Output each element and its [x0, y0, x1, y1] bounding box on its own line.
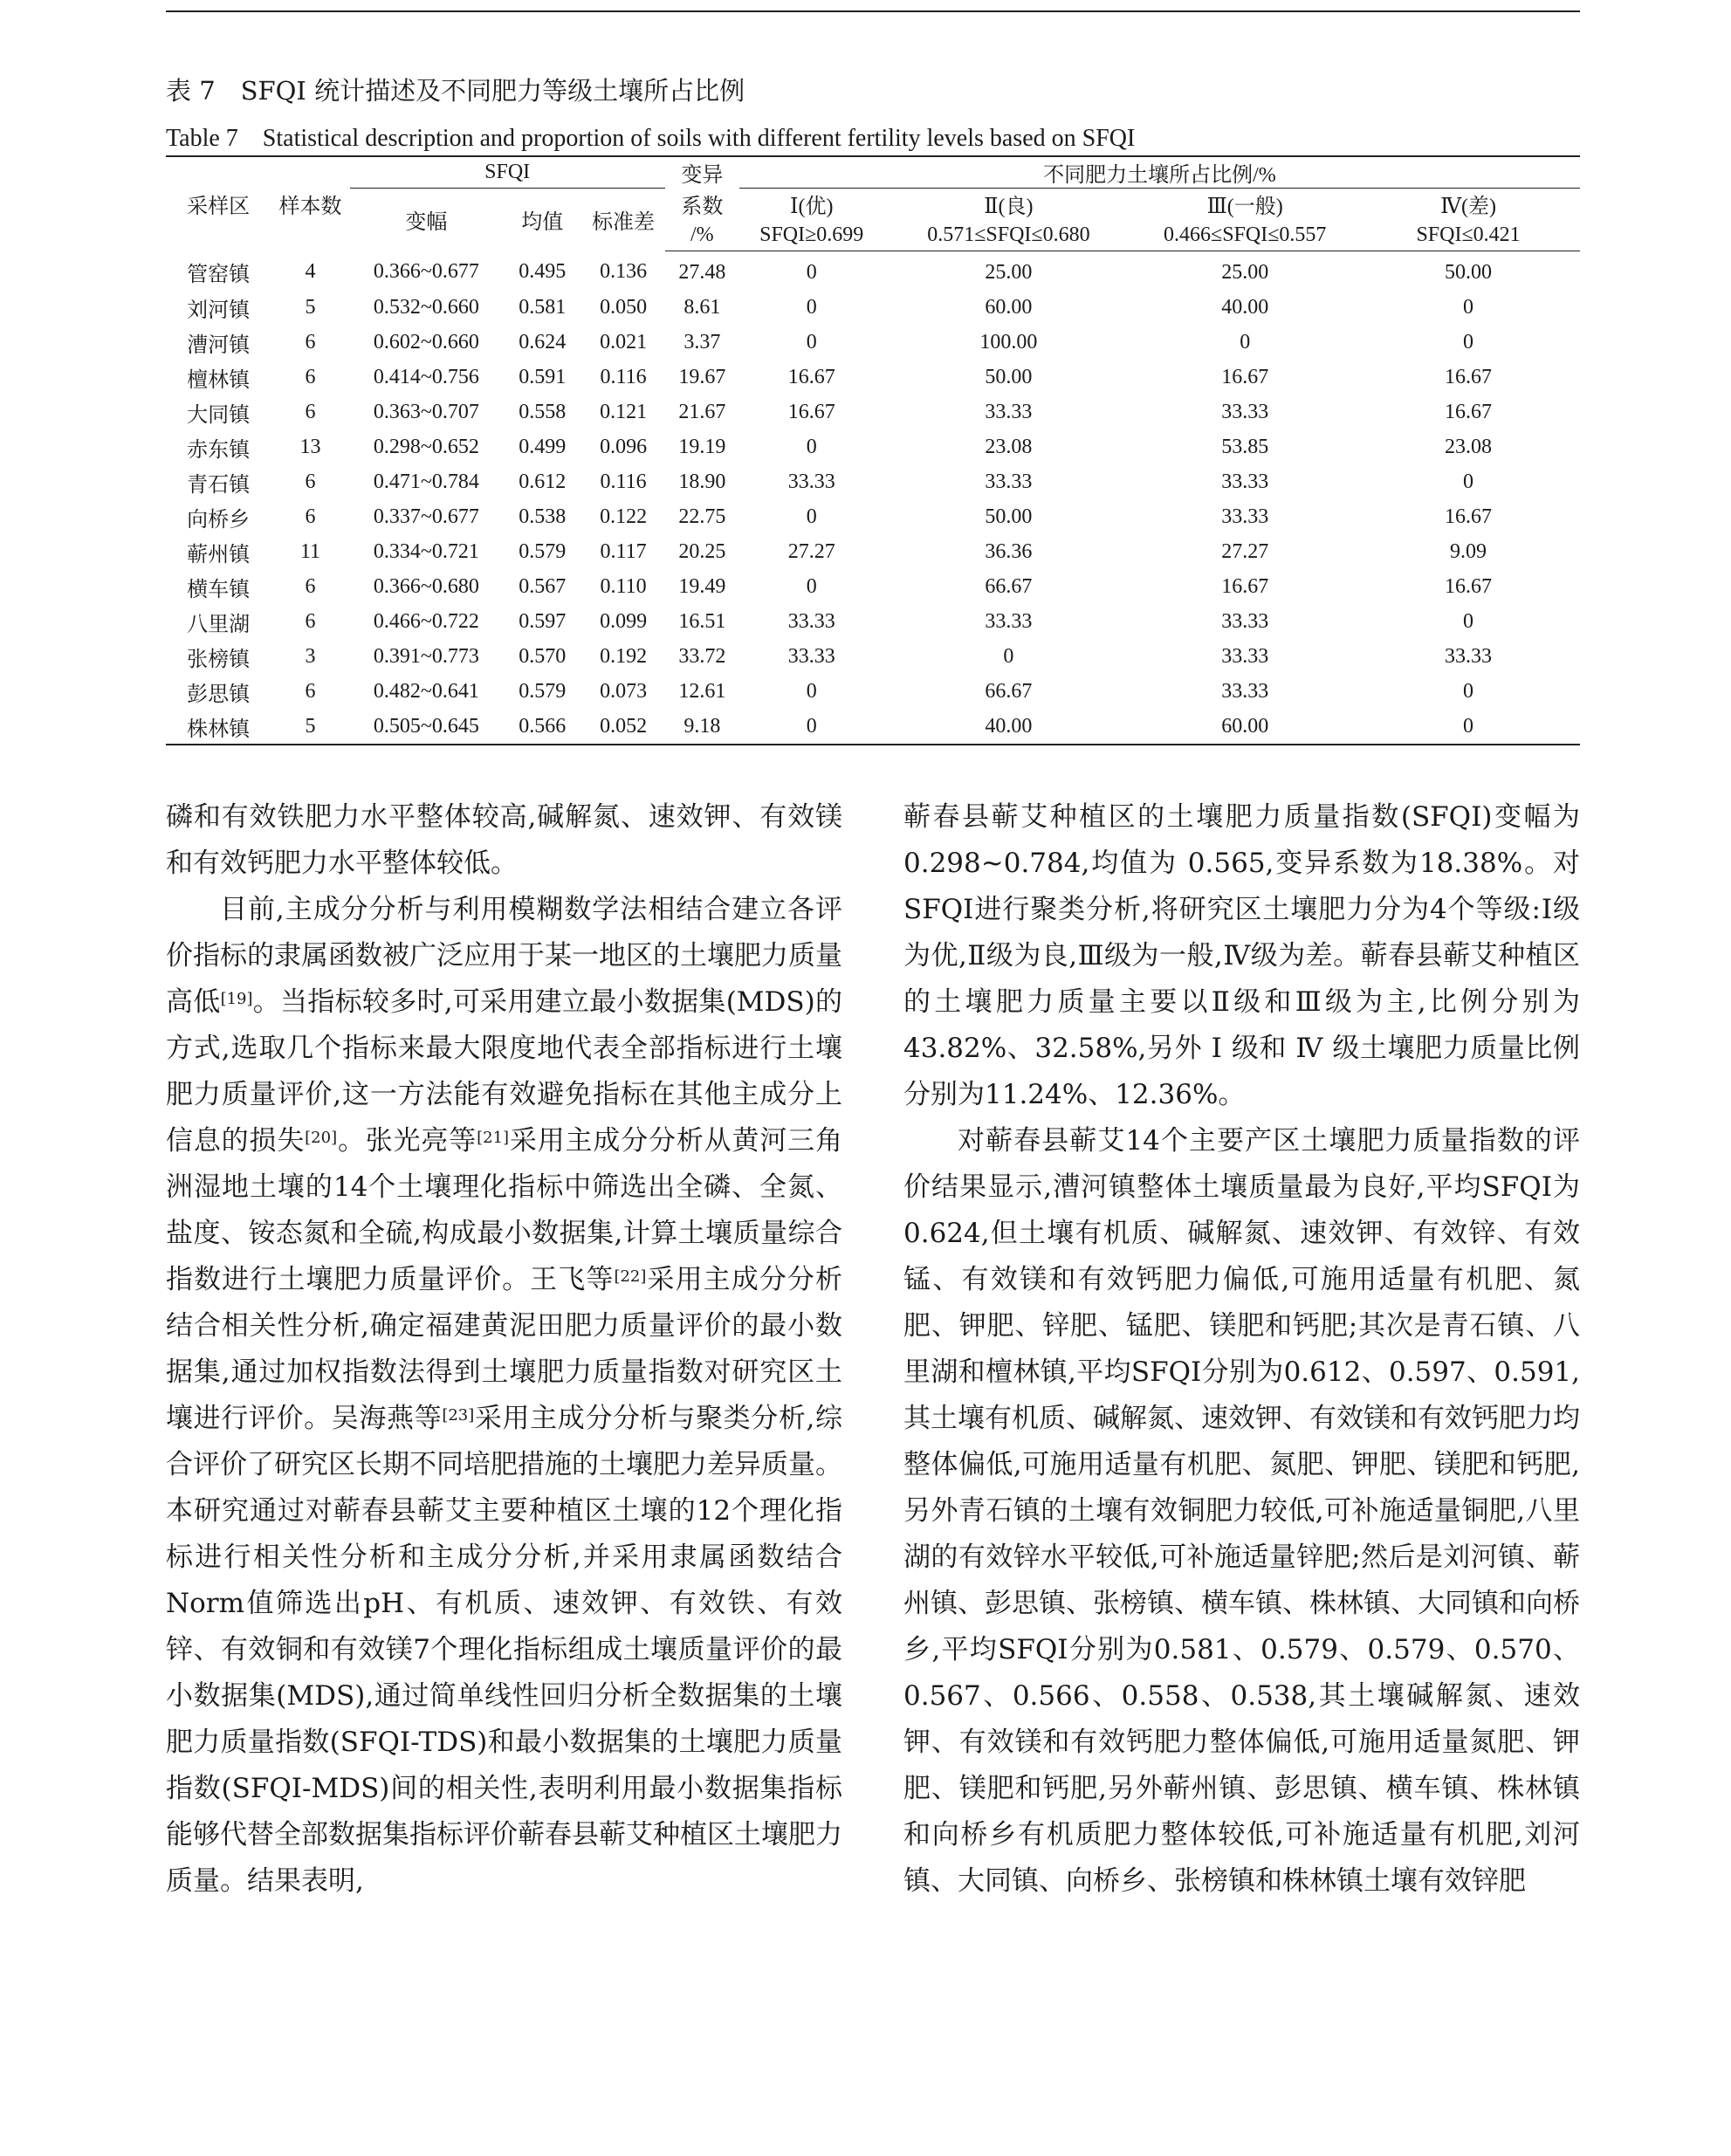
table-cell: 0.363~0.707 — [373, 400, 479, 423]
table-cell: 0 — [1003, 644, 1014, 668]
table-cell: 向桥乡 — [187, 508, 251, 532]
table-cell: 23.08 — [1445, 435, 1493, 458]
table-cell: 0.414~0.756 — [373, 365, 479, 388]
table-cell: 0.116 — [600, 365, 647, 388]
table-cell: 0.298~0.652 — [373, 435, 479, 458]
table-cell: 27.48 — [678, 260, 726, 284]
header-level-1-range: SFQI≥0.699 — [739, 219, 884, 251]
table-cell: 33.33 — [1221, 609, 1269, 633]
table-cell: 0.050 — [600, 295, 648, 319]
header-level-2: Ⅱ(良) — [984, 196, 1034, 218]
table-cell: 0 — [1357, 709, 1580, 745]
right-text-column — [903, 794, 1580, 1905]
table-row — [166, 709, 1580, 745]
table-cell: 33.33 — [1221, 644, 1269, 668]
table-row — [166, 251, 1580, 291]
table-cell: 19.49 — [678, 574, 726, 598]
table-cell: 0.366~0.680 — [373, 574, 479, 598]
table-cell: 0.612 — [519, 470, 567, 493]
table-cell: 彭思镇 — [187, 683, 251, 706]
table-cell: 0.597 — [519, 609, 567, 633]
paragraph: 对蕲春县蕲艾14个主要产区土壤肥力质量指数的评价结果显示,漕河镇整体土壤质量最为良好,平均SFQI为0.624,但土壤有机质、碱解氮、速效钾、有效锌、有效锰、有效镁和有效钙肥力偏低,可施用适量有机肥、氮肥、钾肥、锌肥、锰肥、镁肥和钙肥;其次是青石镇、八里湖和檀林镇,平均SFQI分别为0.612、0.597、0.591,其土壤有机质、碱解氮、速效钾、有效镁和有效钙肥力均整体偏低,可施用适量有机肥、氮肥、钾肥、镁肥和钙肥,另外青石镇的土壤有效铜肥力较低,可补施适量铜肥,八里湖的有效锌水平较低,可补施适量锌肥;然后是刘河镇、蕲州镇、彭思镇、张榜镇、横车镇、株林镇、大同镇和向桥乡,平均SFQI分别为0.581、0.579、0.579、0.570、0.567、0.566、0.558、0.538,其土壤碱解氮、速效钾、有效镁和有效钙肥力整体偏低,可施用适量氮肥、钾肥、镁肥和钙肥,另外蕲州镇、彭思镇、横车镇、株林镇和向桥乡有机质肥力整体较低,可补施适量有机肥,刘河镇、大同镇、向桥乡、张榜镇和株林镇土壤有效锌肥 — [903, 1125, 1580, 1897]
table-cell: 16.67 — [1445, 400, 1493, 423]
header-level-2-range: 0.571≤SFQI≤0.680 — [883, 219, 1133, 251]
table-row — [166, 569, 1580, 604]
citation: [21] — [477, 1129, 510, 1147]
header-mean: 均值 — [521, 211, 564, 235]
table-cell: 0 — [1463, 679, 1474, 703]
table-cell: 9.18 — [665, 709, 739, 745]
table-cell: 100.00 — [979, 330, 1038, 354]
table-cell: 60.00 — [985, 295, 1033, 319]
table-cell: 0 — [1463, 295, 1474, 319]
table-cell: 八里湖 — [187, 613, 251, 636]
table-cell: 53.85 — [1221, 435, 1269, 458]
header-sfqi: SFQI — [350, 156, 665, 189]
table-cell: 檀林镇 — [187, 368, 251, 392]
table-cell: 0.117 — [600, 539, 647, 563]
table-row — [166, 639, 1580, 674]
table-cell: 27.27 — [787, 539, 835, 563]
table-cell: 大同镇 — [187, 403, 251, 427]
table-cell: 0.602~0.660 — [373, 330, 479, 354]
citation: [23] — [442, 1406, 475, 1425]
table-cell: 0.505~0.645 — [350, 709, 504, 745]
table-cell: 66.67 — [985, 574, 1033, 598]
header-sd: 标准差 — [592, 211, 656, 235]
table-cell: 6 — [305, 330, 316, 354]
table-cell: 0.366~0.677 — [373, 260, 479, 284]
table-cell: 5 — [305, 295, 316, 319]
table-cell: 33.33 — [1221, 400, 1269, 423]
header-level-4-range: SFQI≤0.421 — [1357, 219, 1580, 251]
table-cell: 0.471~0.784 — [373, 470, 479, 493]
table-cell: 3.37 — [683, 330, 721, 354]
table-cell: 0 — [806, 679, 817, 703]
table-cell: 23.08 — [985, 435, 1033, 458]
table-row — [166, 290, 1580, 325]
table-cell: 16.51 — [678, 609, 726, 633]
table-cell: 22.75 — [678, 505, 726, 528]
citation: [20] — [305, 1129, 338, 1147]
table-row — [166, 395, 1580, 429]
table-cell: 0 — [806, 330, 817, 354]
header-cv-unit: /% — [665, 219, 739, 251]
table-cell: 0.099 — [600, 609, 648, 633]
table-row — [166, 604, 1580, 639]
table-cell: 0.558 — [519, 400, 567, 423]
table-row — [166, 674, 1580, 709]
table-cell: 60.00 — [1133, 709, 1357, 745]
table-cell: 0.122 — [600, 505, 648, 528]
header-level-4: Ⅳ(差) — [1440, 196, 1497, 218]
table-cell: 6 — [305, 609, 316, 633]
table-cell: 6 — [305, 505, 316, 528]
table-cell: 33.33 — [1221, 470, 1269, 493]
table-cell: 0 — [1240, 330, 1251, 354]
table-cell: 0.334~0.721 — [373, 539, 479, 563]
table-cell: 0.499 — [519, 435, 567, 458]
table-cell: 0 — [806, 295, 817, 319]
table-cell: 0 — [739, 709, 884, 745]
table-cell: 0 — [806, 435, 817, 458]
table-cell: 0.052 — [581, 709, 664, 745]
table-cell: 0.581 — [519, 295, 567, 319]
table-cell: 33.33 — [985, 609, 1033, 633]
table-cell: 33.33 — [1221, 679, 1269, 703]
table-cell: 0 — [806, 260, 817, 284]
table-cell: 0.021 — [600, 330, 648, 354]
header-cv-line2: 系数 — [681, 195, 724, 218]
table-caption-english: Table 7 Statistical description and proportion of soils with different fertility levels based on SFQI — [166, 125, 1136, 152]
header-cv-line1: 变异 — [665, 156, 739, 189]
table-cell: 66.67 — [985, 679, 1033, 703]
table-cell: 青石镇 — [187, 473, 251, 497]
table-cell: 50.00 — [1445, 260, 1493, 284]
table-cell: 漕河镇 — [187, 333, 251, 357]
table-cell: 16.67 — [1221, 365, 1269, 388]
sfqi-table — [166, 155, 1580, 745]
table-cell: 0.482~0.641 — [373, 679, 479, 703]
left-text-column — [166, 794, 842, 1905]
table-cell: 0 — [806, 574, 817, 598]
table-cell: 13 — [299, 435, 321, 458]
table-cell: 19.67 — [678, 365, 726, 388]
table-cell: 0.579 — [519, 679, 567, 703]
table-cell: 12.61 — [678, 679, 726, 703]
table-cell: 4 — [305, 260, 316, 284]
table-cell: 0.136 — [600, 260, 648, 284]
table-cell: 25.00 — [985, 260, 1033, 284]
table-cell: 横车镇 — [187, 578, 251, 601]
table-cell: 5 — [271, 709, 349, 745]
table-cell: 16.67 — [1221, 574, 1269, 598]
header-level-1: Ⅰ(优) — [789, 196, 834, 218]
table-cell: 0 — [1463, 330, 1474, 354]
table-cell: 21.67 — [678, 400, 726, 423]
table-cell: 0.567 — [519, 574, 567, 598]
paragraph: 磷和有效铁肥力水平整体较高,碱解氮、速效钾、有效镁和有效钙肥力水平整体较低。 — [166, 801, 842, 879]
table-cell: 0.495 — [519, 260, 567, 284]
table-cell: 9.09 — [1450, 539, 1487, 563]
table-cell: 11 — [299, 539, 321, 563]
table-cell: 50.00 — [985, 365, 1033, 388]
table-cell: 16.67 — [1445, 574, 1493, 598]
table-cell: 0.391~0.773 — [373, 644, 479, 668]
table-cell: 33.33 — [985, 470, 1033, 493]
table-cell: 40.00 — [1221, 295, 1269, 319]
table-cell: 0.073 — [600, 679, 648, 703]
table-caption-chinese: 表 7 SFQI 统计描述及不同肥力等级土壤所占比例 — [166, 76, 745, 106]
table-cell: 6 — [305, 365, 316, 388]
table-cell: 管窑镇 — [187, 264, 251, 287]
table-cell: 0 — [1463, 609, 1474, 633]
header-range: 变幅 — [405, 211, 448, 235]
table-cell: 0.192 — [600, 644, 648, 668]
table-cell: 0 — [1463, 470, 1474, 493]
table-row — [166, 360, 1580, 395]
table-cell: 0.538 — [519, 505, 567, 528]
table-cell: 0.110 — [600, 574, 647, 598]
header-site: 采样区 — [166, 156, 271, 251]
table-cell: 赤东镇 — [187, 438, 251, 462]
table-cell: 40.00 — [883, 709, 1133, 745]
table-cell: 19.19 — [678, 435, 726, 458]
table-cell: 50.00 — [985, 505, 1033, 528]
table-cell: 0.591 — [519, 365, 567, 388]
table-cell: 6 — [305, 574, 316, 598]
paragraph: 目前,主成分分析与利用模糊数学法相结合建立各评价指标的隶属函数被广泛应用于某一地区的土壤肥力质量高低[19]。当指标较多时,可采用建立最小数据集(MDS)的方式,选取几个指标来最大限度地代表全部指标进行土壤肥力质量评价,这一方法能有效避免指标在其他主成分上信息的损失[20]。张光亮等[21]采用主成分分析从黄河三角洲湿地土壤的14个土壤理化指标中筛选出全磷、全氮、盐度、铵态氮和全硫,构成最小数据集,计算土壤质量综合指数进行土壤肥力质量评价。王飞等[22]采用主成分分析结合相关性分析,确定福建黄泥田肥力质量评价的最小数据集,通过加权指数法得到土壤肥力质量指数对研究区土壤进行评价。吴海燕等[23]采用主成分分析与聚类分析,综合评价了研究区长期不同培肥措施的土壤肥力差异质量。本研究通过对蕲春县蕲艾主要种植区土壤的12个理化指标进行相关性分析和主成分分析,并采用隶属函数结合Norm值筛选出pH、有机质、速效钾、有效铁、有效锌、有效铜和有效镁7个理化指标组成土壤质量评价的最小数据集(MDS),通过简单线性回归分析全数据集的土壤肥力质量指数(SFQI-TDS)和最小数据集的土壤肥力质量指数(SFQI-MDS)间的相关性,表明利用最小数据集指标能够代替全部数据集指标评价蕲春县蕲艾种植区土壤肥力质量。结果表明, — [166, 894, 843, 1897]
header-sample-count: 样本数 — [271, 156, 349, 251]
table-row — [166, 429, 1580, 464]
table-cell: 6 — [305, 470, 316, 493]
table-cell: 0.570 — [519, 644, 567, 668]
table-cell: 16.67 — [787, 365, 835, 388]
table-cell: 33.33 — [985, 400, 1033, 423]
table-cell: 0.096 — [600, 435, 648, 458]
header-proportion: 不同肥力土壤所占比例/% — [739, 156, 1580, 189]
table-cell: 33.33 — [1445, 644, 1493, 668]
table-row — [166, 534, 1580, 569]
table-cell: 株林镇 — [166, 709, 271, 745]
table-cell: 8.61 — [683, 295, 721, 319]
table-cell: 18.90 — [678, 470, 726, 493]
table-cell: 0.566 — [503, 709, 581, 745]
table-cell: 0.532~0.660 — [373, 295, 479, 319]
table-cell: 蕲州镇 — [187, 543, 251, 566]
table-cell: 16.67 — [1445, 365, 1493, 388]
table-cell: 33.72 — [678, 644, 726, 668]
table-cell: 33.33 — [1221, 505, 1269, 528]
paragraph: 蕲春县蕲艾种植区的土壤肥力质量指数(SFQI)变幅为 0.298~0.784,均值为 0.565,变异系数为18.38%。对SFQI进行聚类分析,将研究区土壤肥力分为4个等级:Ⅰ级为优,Ⅱ级为良,Ⅲ级为一般,Ⅳ级为差。蕲春县蕲艾种植区的土壤肥力质量主要以Ⅱ级和Ⅲ级为主,比例分别为43.82%、32.58%,另外 Ⅰ 级和 Ⅳ 级土壤肥力质量比例分别为11.24%、12.36%。 — [903, 801, 1580, 1110]
citation: [19] — [220, 990, 253, 1008]
table-cell: 33.33 — [787, 609, 835, 633]
table-cell: 6 — [305, 679, 316, 703]
table-cell: 27.27 — [1221, 539, 1269, 563]
table-cell: 张榜镇 — [187, 648, 251, 671]
table-cell: 0.624 — [519, 330, 567, 354]
table-cell: 0.337~0.677 — [373, 505, 479, 528]
citation: [22] — [614, 1267, 647, 1286]
table-cell: 16.67 — [787, 400, 835, 423]
table-row — [166, 464, 1580, 499]
table-cell: 16.67 — [1445, 505, 1493, 528]
table-cell: 6 — [305, 400, 316, 423]
table-cell: 0 — [806, 505, 817, 528]
header-rule — [166, 10, 1580, 12]
table-cell: 0.121 — [600, 400, 648, 423]
table-cell: 0.116 — [600, 470, 647, 493]
table-cell: 3 — [305, 644, 316, 668]
table-cell: 33.33 — [787, 470, 835, 493]
table-cell: 36.36 — [985, 539, 1033, 563]
header-level-3-range: 0.466≤SFQI≤0.557 — [1133, 219, 1357, 251]
table-cell: 33.33 — [787, 644, 835, 668]
table-cell: 刘河镇 — [187, 299, 251, 322]
table-body — [166, 251, 1580, 745]
table-cell: 25.00 — [1221, 260, 1269, 284]
table-cell: 0.466~0.722 — [373, 609, 479, 633]
table-cell: 0.579 — [519, 539, 567, 563]
header-level-3: Ⅲ(一般) — [1206, 196, 1283, 218]
table-row — [166, 325, 1580, 360]
table-row — [166, 499, 1580, 534]
table-cell: 20.25 — [678, 539, 726, 563]
